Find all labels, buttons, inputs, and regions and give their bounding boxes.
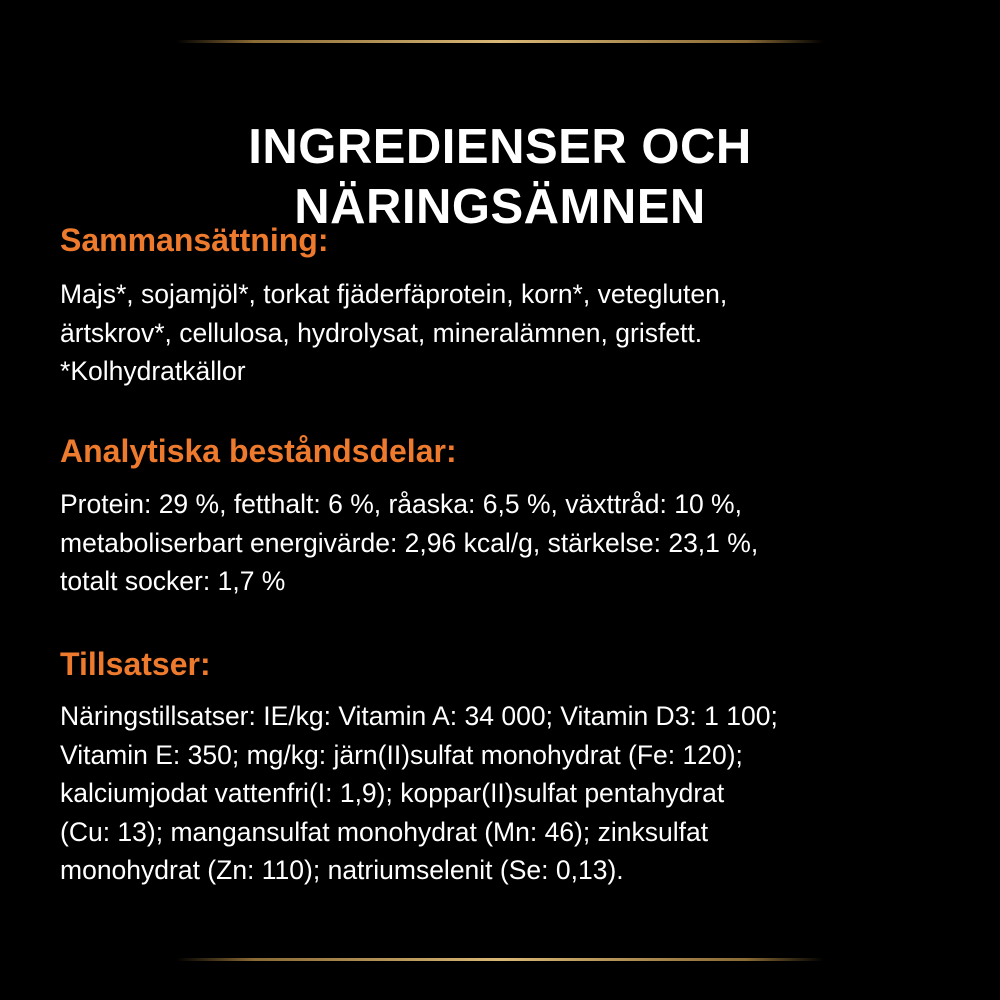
body-line: Majs*, sojamjöl*, torkat fjäderfäprotein, korn*, vetegluten, — [60, 279, 728, 309]
section-heading: Tillsatser: — [60, 646, 211, 682]
section-body — [60, 697, 960, 890]
body-line: totalt socker: 1,7 % — [60, 566, 286, 596]
body-line: ärtskrov*, cellulosa, hydrolysat, mineralämnen, grisfett. — [60, 317, 703, 348]
top-gold-divider — [176, 40, 824, 43]
section-heading: Analytiska beståndsdelar: — [60, 433, 457, 469]
body-line: kalciumjodat vattenfri(I: 1,9); koppar(II)sulfat pentahydrat — [60, 778, 725, 808]
bottom-gold-divider — [176, 958, 824, 961]
section-heading: Sammansättning: — [60, 222, 329, 258]
composition-section — [60, 220, 960, 391]
body-line: metaboliserbart energivärde: 2,96 kcal/g, stärkelse: 23,1 %, — [60, 527, 759, 558]
section-body — [60, 275, 960, 391]
body-line: Näringstillsatser: IE/kg: Vitamin A: 34 000; Vitamin D3: 1 100; — [60, 701, 778, 731]
page-title — [0, 117, 1000, 237]
section-body — [60, 485, 960, 601]
body-line: Vitamin E: 350; mg/kg: järn(II)sulfat monohydrat (Fe: 120); — [60, 739, 743, 770]
title-line: INGREDIENSER OCH — [248, 119, 752, 174]
body-line: Protein: 29 %, fetthalt: 6 %, råaska: 6,5 %, växttråd: 10 %, — [60, 489, 742, 519]
body-line: (Cu: 13); mangansulfat monohydrat (Mn: 46); zinksulfat — [60, 816, 709, 847]
title-line: NÄRINGSÄMNEN — [294, 179, 706, 234]
body-line: monohydrat (Zn: 110); natriumselenit (Se: 0,13). — [60, 855, 624, 885]
body-line: *Kolhydratkällor — [60, 356, 246, 386]
analytical-constituents-section — [60, 431, 960, 601]
additives-section — [60, 644, 960, 890]
